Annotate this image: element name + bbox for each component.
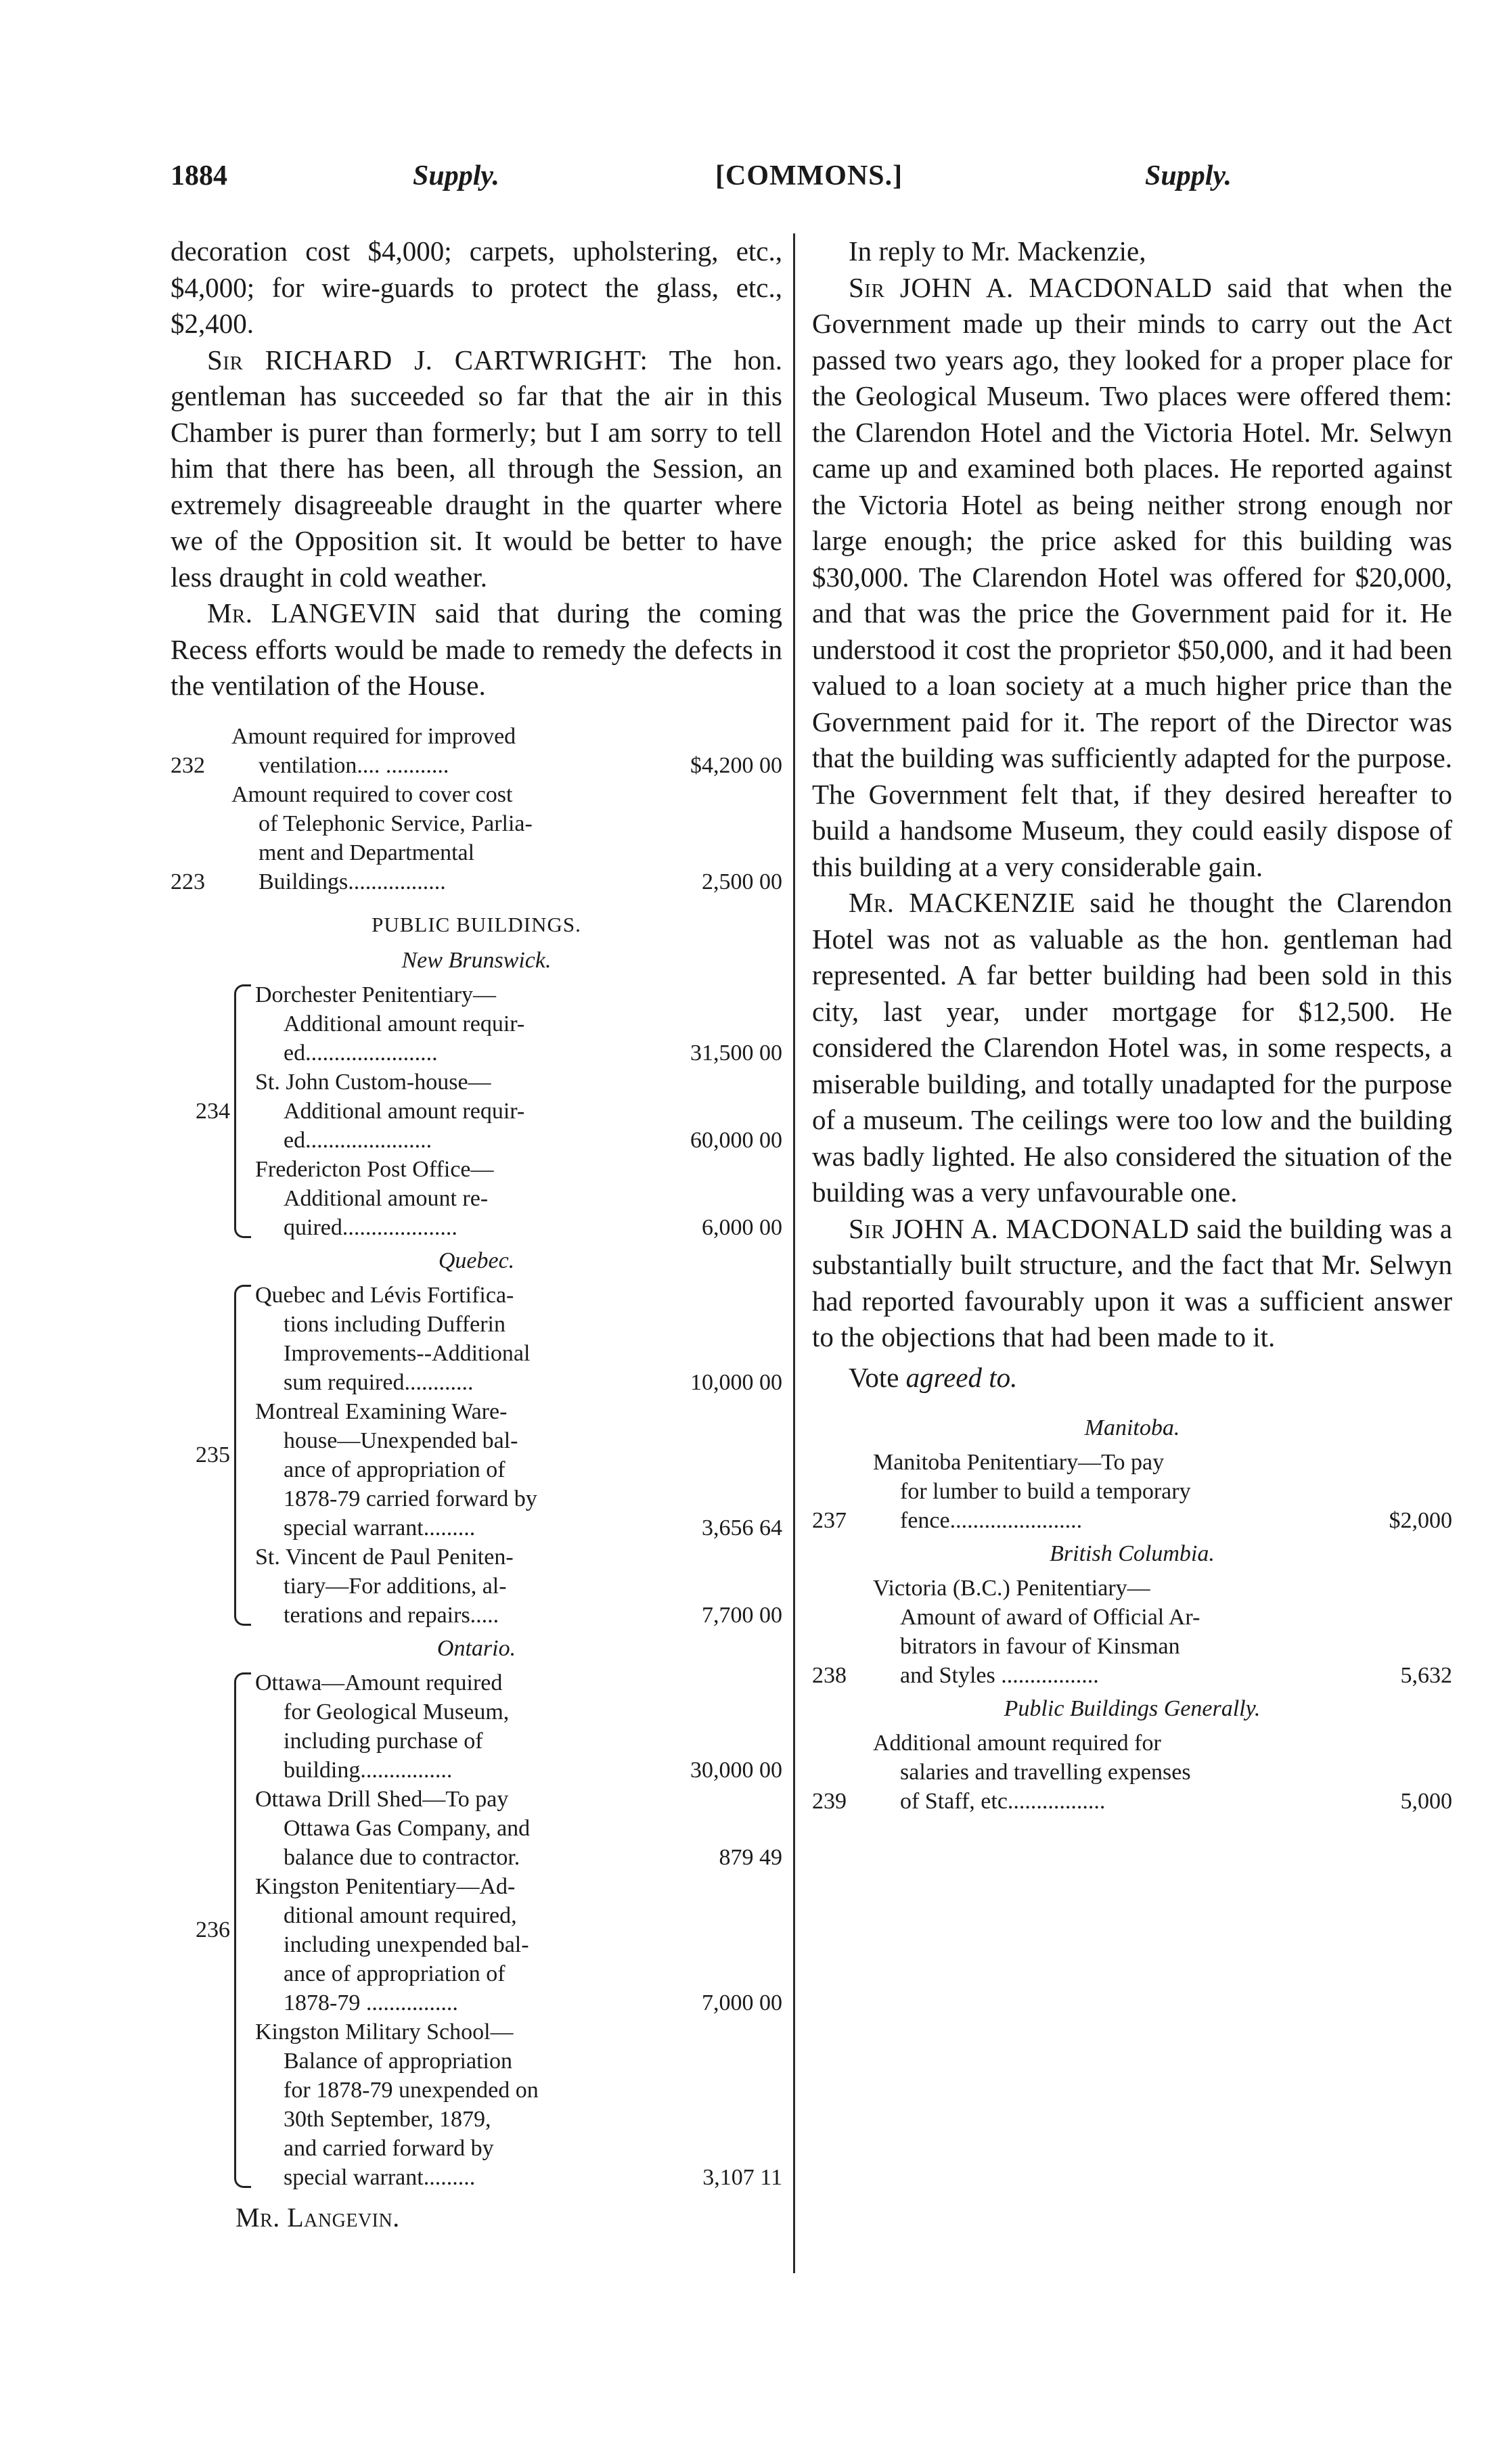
item-line: Ottawa Gas Company, and xyxy=(284,1815,531,1841)
item-amount: 7,700 00 xyxy=(702,1602,782,1628)
item-line: Amount required to cover cost xyxy=(231,781,513,807)
item-line: and Styles ................. xyxy=(900,1663,1099,1688)
item-line: Balance of appropriation xyxy=(284,2048,512,2074)
running-title-right: Supply. xyxy=(1145,160,1232,191)
paragraph xyxy=(171,342,782,596)
item-line: Buildings................. xyxy=(259,869,446,894)
item-group-234 xyxy=(171,980,782,1242)
group-item xyxy=(255,1872,782,2017)
item-number: 232 xyxy=(171,752,205,778)
item-line: 1878-79 carried forward by xyxy=(284,1486,537,1511)
group-item xyxy=(255,980,782,1068)
item-line: bitrators in favour of Kinsman xyxy=(900,1634,1180,1659)
item-number: 238 xyxy=(812,1663,847,1688)
item-line: including purchase of xyxy=(284,1728,483,1754)
item-number: 239 xyxy=(812,1789,847,1814)
item-amount: $2,000 xyxy=(1389,1508,1452,1533)
estimate-item xyxy=(812,1729,1452,1816)
running-title-center: [COMMONS.] xyxy=(715,160,903,191)
item-line: and carried forward by xyxy=(284,2135,494,2161)
item-description xyxy=(231,722,654,780)
speaker-name: Sir JOHN A. MACDONALD xyxy=(849,271,1213,303)
speech-text: said that during the coming Recess efforts would be made to remedy the defects in the ventilation of the House. xyxy=(171,597,782,701)
item-line: Ottawa—Amount required xyxy=(255,1670,503,1695)
estimate-items xyxy=(812,1413,1452,1816)
group-number: 234 xyxy=(196,1098,230,1124)
vote-prefix: Vote xyxy=(849,1361,906,1393)
group-item xyxy=(255,1281,782,1397)
estimate-items xyxy=(171,722,782,2192)
page-number: 1884 xyxy=(171,160,227,191)
item-line: St. John Custom-house— xyxy=(255,1069,491,1095)
item-amount: $4,200 00 xyxy=(690,752,782,778)
left-column xyxy=(171,233,782,2233)
estimate-item xyxy=(171,722,782,780)
signature: Mr. Langevin. xyxy=(235,2201,400,2233)
speech-text: said the building was a substantially built structure, and the fact that Mr. Selwyn had reported favourably upon it was a sufficient answer to the objections that had been made to it. xyxy=(812,1212,1452,1352)
item-line: ed....................... xyxy=(284,1040,438,1066)
item-amount: 10,000 00 xyxy=(690,1369,782,1395)
speaker-name: Sir RICHARD J. CARTWRIGHT: xyxy=(207,344,648,375)
province-heading: Ontario. xyxy=(436,1635,516,1661)
item-line: Ottawa Drill Shed—To pay xyxy=(255,1786,509,1812)
item-line: building................ xyxy=(284,1757,453,1783)
group-number: 236 xyxy=(196,1917,230,1942)
item-line: special warrant......... xyxy=(284,2164,476,2190)
item-line: ment and Departmental xyxy=(259,840,475,865)
item-line: Additional amount re- xyxy=(284,1185,489,1211)
group-body xyxy=(255,1281,782,1630)
item-line: St. Vincent de Paul Peniten- xyxy=(255,1544,514,1570)
item-line: balance due to contractor. xyxy=(284,1844,520,1870)
item-line: sum required............ xyxy=(284,1369,474,1395)
paragraph xyxy=(812,885,1452,1211)
item-line: Manitoba Penitentiary—To pay xyxy=(873,1450,1165,1475)
group-item xyxy=(255,1155,782,1242)
item-line: Additional amount requir- xyxy=(284,1011,525,1036)
item-amount: 879 49 xyxy=(719,1844,782,1870)
paragraph xyxy=(171,595,782,704)
item-line: ventilation.... ........... xyxy=(259,752,449,778)
item-amount: 31,500 00 xyxy=(690,1040,782,1066)
item-description xyxy=(231,780,654,896)
item-line: fence....................... xyxy=(900,1508,1083,1533)
province-heading: British Columbia. xyxy=(1050,1541,1215,1566)
speech-text: said he thought the Clarendon Hotel was not as valuable as the hon. gentleman had represented. A far better building had been sold in this city, last year, under mortgage for $12,500. He considered the Clarendon Hotel was, in some respects, a miserable building, and totally unadapted for the purpose of a museum. The ceilings were too low and the building was badly lighted. He also considered the situation of the building was a very unfavourable one. xyxy=(812,887,1452,1208)
group-item xyxy=(255,1397,782,1543)
province-heading: Manitoba. xyxy=(1084,1415,1180,1440)
item-amount: 60,000 00 xyxy=(690,1127,782,1153)
province-heading: New Brunswick. xyxy=(401,947,552,973)
item-amount: 5,000 xyxy=(1400,1789,1452,1814)
speech-text: The hon. gentleman has succeeded so far that the air in this Chamber is purer than formerly; but I am sorry to tell him that there has been, all through the Session, an extremely disagreeable draught in the quarter where we of the Opposition sit. It would be better to have less draught in cold weather. xyxy=(171,344,782,593)
item-line: Amount of award of Official Ar- xyxy=(900,1605,1200,1630)
speaker-name: Sir JOHN A. MACDONALD xyxy=(849,1212,1190,1244)
item-amount: 6,000 00 xyxy=(702,1214,782,1240)
item-line: including unexpended bal- xyxy=(284,1932,529,1957)
item-line: Amount required for improved xyxy=(231,723,516,749)
item-line: tions including Dufferin xyxy=(284,1311,506,1337)
item-line: Dorchester Penitentiary— xyxy=(255,982,496,1007)
group-item xyxy=(255,2017,782,2192)
group-item xyxy=(255,1668,782,1785)
section-heading: Public Buildings Generally. xyxy=(1004,1696,1261,1721)
item-line: for lumber to build a temporary xyxy=(900,1479,1191,1504)
item-number: 223 xyxy=(171,869,205,894)
item-group-236 xyxy=(171,1668,782,2192)
estimate-item xyxy=(812,1448,1452,1535)
province-heading: Quebec. xyxy=(438,1248,515,1273)
column-divider xyxy=(793,233,795,2273)
group-body xyxy=(255,980,782,1242)
item-line: Victoria (B.C.) Penitentiary— xyxy=(873,1576,1150,1601)
speaker-name: Mr. LANGEVIN xyxy=(207,597,418,629)
paragraph xyxy=(812,1211,1452,1356)
item-line: house—Unexpended bal- xyxy=(284,1428,518,1453)
item-line: 30th September, 1879, xyxy=(284,2106,491,2132)
item-line: ance of appropriation of xyxy=(284,1961,506,1986)
vote-line xyxy=(812,1360,1452,1396)
item-line: 1878-79 ................ xyxy=(284,1990,458,2015)
item-line: ditional amount required, xyxy=(284,1902,517,1928)
group-item xyxy=(255,1543,782,1630)
speech-text: said that when the Government made up their minds to carry out the Act passed two years ago, they looked for a proper place for the Geological Museum. Two places were offered them: the Clarendon Hotel and the Victoria Hotel. Mr. Selwyn came up and examined both places. He reported against the Victoria Hotel as being neither strong enough nor large enough; the price asked for this building was $30,000. The Clarendon Hotel was offered for $20,000, and that was the price the Government paid for it. He understood it cost the proprietor $50,000, and it had been valued to a loan society at a much higher price than the Government paid for it. The report of the Director was that the building was sufficiently adapted for the purpose. The Government felt that, if they desired hereafter to build a handsome Museum, they could easily dispose of this building at a very considerable gain. xyxy=(812,271,1453,882)
group-body xyxy=(255,1668,782,2192)
section-heading: PUBLIC BUILDINGS. xyxy=(372,912,581,936)
item-line: for Geological Museum, xyxy=(284,1699,510,1725)
brace xyxy=(234,984,251,1238)
paragraph: decoration cost $4,000; carpets, upholstering, etc., $4,000; for wire-guards to protect the glass, etc., $2,400. xyxy=(171,235,782,339)
speaker-name: Mr. MACKENZIE xyxy=(849,887,1076,918)
item-description xyxy=(873,1574,1364,1690)
brace xyxy=(234,1672,251,2188)
item-line: of Staff, etc................. xyxy=(900,1789,1106,1814)
item-line: Montreal Examining Ware- xyxy=(255,1398,508,1424)
running-title-left: Supply. xyxy=(413,160,499,191)
item-amount: 2,500 00 xyxy=(702,869,782,894)
item-amount: 3,656 64 xyxy=(702,1515,782,1541)
paragraph xyxy=(812,270,1452,886)
item-line: Additional amount required for xyxy=(873,1731,1161,1756)
item-number: 237 xyxy=(812,1508,847,1533)
item-line: salaries and travelling expenses xyxy=(900,1760,1191,1785)
vote-result: agreed to. xyxy=(905,1361,1018,1393)
item-line: of Telephonic Service, Parlia- xyxy=(259,811,533,836)
paragraph: In reply to Mr. Mackenzie, xyxy=(849,235,1146,267)
item-amount: 3,107 11 xyxy=(702,2164,782,2190)
right-column xyxy=(812,233,1452,1816)
item-amount: 5,632 xyxy=(1400,1663,1452,1688)
item-line: Kingston Penitentiary—Ad- xyxy=(255,1873,516,1899)
group-item xyxy=(255,1785,782,1872)
item-line: Kingston Military School— xyxy=(255,2019,514,2045)
item-line: quired.................... xyxy=(284,1214,457,1240)
item-line: Improvements--Additional xyxy=(284,1340,531,1366)
estimate-item xyxy=(171,780,782,896)
item-description xyxy=(873,1729,1364,1816)
item-line: Fredericton Post Office— xyxy=(255,1156,494,1182)
item-description xyxy=(873,1448,1364,1535)
estimate-item xyxy=(812,1574,1452,1690)
item-line: for 1878-79 unexpended on xyxy=(284,2077,539,2103)
item-line: special warrant......... xyxy=(284,1515,476,1541)
item-amount: 30,000 00 xyxy=(690,1757,782,1783)
item-line: tiary—For additions, al- xyxy=(284,1573,507,1599)
item-line: Quebec and Lévis Fortifica- xyxy=(255,1282,514,1308)
group-number: 235 xyxy=(196,1442,230,1467)
item-line: ed...................... xyxy=(284,1127,432,1153)
item-amount: 7,000 00 xyxy=(702,1990,782,2015)
brace xyxy=(234,1285,251,1626)
group-item xyxy=(255,1068,782,1155)
page-header xyxy=(171,160,1302,200)
item-line: terations and repairs..... xyxy=(284,1602,499,1628)
item-line: Additional amount requir- xyxy=(284,1098,525,1124)
item-group-235 xyxy=(171,1281,782,1630)
item-line: ance of appropriation of xyxy=(284,1457,506,1482)
